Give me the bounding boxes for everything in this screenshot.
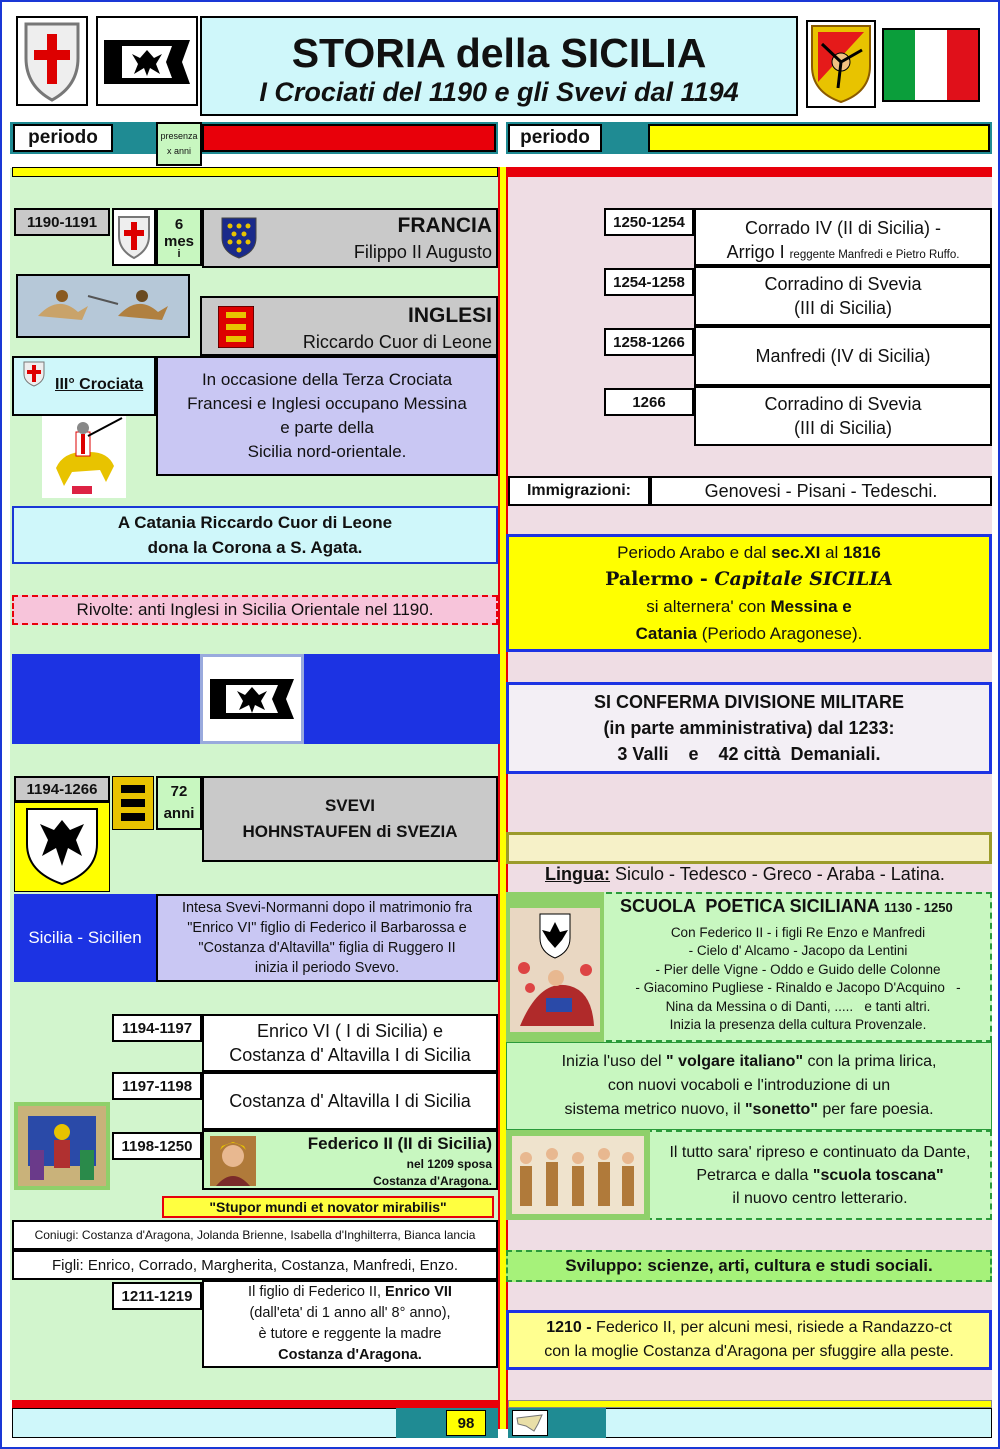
enrico6-years: 1194-1197 [112, 1014, 202, 1042]
francia-presence-2: mes [163, 233, 195, 250]
svevi-box [202, 776, 498, 862]
divisione-line-2: (in parte amministrativa) dal 1233: [603, 718, 895, 738]
swabian-flag-box [96, 16, 198, 106]
knight-illustration [42, 416, 126, 498]
corradino2-years: 1266 [604, 388, 694, 416]
swabian-eagle-flag-icon [98, 18, 196, 104]
manfredi-years: 1258-1266 [604, 328, 694, 356]
federico-name: Federico II (II di Sicilia) [307, 1134, 492, 1153]
federico-note-1: nel 1209 sposa [406, 1157, 492, 1171]
enrico6-box [202, 1014, 498, 1072]
inglesi-ruler: Riccardo Cuor di Leone [302, 332, 492, 352]
divisione-box [506, 682, 992, 774]
crusader-shield-icon [116, 214, 152, 260]
sicily-map-icon [514, 1412, 546, 1434]
coniugi-box: Coniugi: Costanza d'Aragona, Jolanda Brienne, Isabella d'Inghilterra, Bianca lancia [12, 1220, 498, 1250]
mounted-knight-icon [42, 416, 126, 498]
svevi-title-2: HOHNSTAUFEN di SVEZIA [242, 822, 458, 841]
svevi-title-1: SVEVI [324, 796, 376, 815]
left-period-red [202, 124, 496, 152]
svevi-years: 1194-1266 [14, 776, 110, 802]
crociata-line-1: In occasione della Terza Crociata [201, 370, 453, 389]
francia-presence-1: 6 [174, 216, 184, 233]
corradino1-line-2: (III di Sicilia) [793, 298, 892, 318]
court-scene-icon [14, 1102, 110, 1190]
volgare-line-3a: sistema metrico nuovo, il [564, 1101, 745, 1118]
enrico6-line-2: Costanza d' Altavilla I di Sicilia [229, 1045, 471, 1065]
divisione-line-1: SI CONFERMA DIVISIONE MILITARE [593, 692, 904, 712]
scuola-title-line [620, 896, 990, 917]
periodo-label-right: periodo [508, 124, 602, 152]
corrado-line-1: Corrado IV (II di Sicilia) - [744, 218, 942, 238]
scuola-years: 1130 - 1250 [884, 900, 953, 915]
intesa-line-2: "Enrico VI" figlio di Federico il Barbarossa e [187, 920, 467, 936]
italy-flag-box [882, 28, 980, 102]
enrico7-line-3: è tutore e reggente la madre [258, 1326, 442, 1342]
sicily-map-thumb[interactable] [512, 1410, 548, 1436]
france-fleur-de-lis-icon [220, 216, 258, 260]
volgare-line-3b: "sonetto" [744, 1101, 818, 1118]
catania-line-1: A Catania Riccardo Cuor di Leone [117, 513, 393, 532]
corrado-line-2 [696, 240, 990, 267]
palermo-line-1a: Periodo Arabo e dal [617, 543, 772, 562]
page-subtitle: I Crociati del 1190 e gli Svevi dal 1194 [259, 77, 739, 107]
footer-left-red [12, 1400, 498, 1408]
volgare-line-1 [562, 1050, 937, 1074]
volgare-line-1a: Inizia l'uso del [561, 1053, 667, 1070]
corradino2-line-2: (III di Sicilia) [793, 418, 892, 438]
palermo-line-2a: Palermo - [605, 568, 715, 590]
crociata-label: III° Crociata [55, 376, 144, 393]
italy-flag-icon [884, 30, 978, 100]
troubadour-manuscript-icon [510, 908, 600, 1032]
sviluppo-box: Sviluppo: scienze, arti, cultura e studi sociali. [506, 1250, 992, 1282]
palermo-line-2b: Capitale SICILIA [714, 568, 893, 590]
federico-illustration [14, 1102, 110, 1190]
palermo-line-3 [646, 593, 851, 620]
title-box [200, 16, 798, 116]
dante-line-3: il nuovo centro letterario. [732, 1189, 908, 1207]
randazzo-box [506, 1310, 992, 1370]
svevi-lions-box [112, 776, 154, 830]
left-top-yellow-bar [12, 167, 498, 177]
costanza-years: 1197-1198 [112, 1072, 202, 1100]
immigrazioni-value: Genovesi - Pisani - Tedeschi. [650, 476, 992, 506]
corradino1-box [694, 266, 992, 326]
trinacria-coat-icon [808, 22, 874, 106]
enrico6-line-1: Enrico VI ( I di Sicilia) e [256, 1021, 444, 1041]
inglesi-title: INGLESI [407, 304, 492, 327]
randazzo-line-1 [546, 1316, 952, 1340]
palermo-line-1d: 1816 [843, 543, 881, 562]
intesa-line-3: "Costanza d'Altavilla" figlia di Ruggero II [198, 940, 456, 956]
federico-note-2: Costanza d'Aragona. [373, 1174, 492, 1188]
dante-line-2b: "scuola toscana" [812, 1166, 944, 1184]
inglesi-box [200, 296, 498, 356]
scuola-line-3: - Pier delle Vigne - Oddo e Guido delle Colonne [655, 961, 941, 977]
randazzo-line-1a: 1210 - [546, 1319, 597, 1336]
lingua-label: Lingua: [545, 864, 611, 884]
corrado-box [694, 208, 992, 266]
crociata-line-2: Francesi e Inglesi occupano Messina [187, 394, 467, 413]
corradino1-line-1: Corradino di Svevia [764, 274, 922, 294]
francia-box [202, 208, 498, 268]
presenza-label [156, 122, 202, 166]
palermo-line-1 [617, 539, 881, 566]
palermo-box [506, 534, 992, 652]
templar-shield-icon [18, 18, 86, 104]
dante-line-1: Il tutto sara' ripreso e continuato da Dante, [669, 1143, 971, 1161]
enrico7-box [202, 1280, 498, 1368]
enrico7-line-2: (dall'eta' di 1 anno all' 8° anno), [249, 1305, 451, 1321]
england-lions-icon [218, 306, 254, 348]
trinacria-box [806, 20, 876, 108]
scuola-text [606, 924, 990, 1034]
palermo-line-4 [636, 620, 863, 647]
svevi-presence-2: anni [163, 805, 195, 822]
scuola-line-6: Inizia la presenza della cultura Provenzale. [669, 1017, 927, 1033]
federico-years: 1198-1250 [112, 1132, 202, 1160]
costanza-box: Costanza d' Altavilla I di Sicilia [202, 1072, 498, 1130]
intesa-line-4: inizia il periodo Svevo. [254, 960, 400, 976]
enrico7-line-4: Costanza d'Aragona. [278, 1347, 422, 1363]
battle-horsemen-icon [18, 276, 188, 336]
palermo-line-1c: al [820, 543, 844, 562]
scuola-line-5: Nina da Messina o di Danti, ..... e tanti altri. [665, 998, 931, 1014]
presenza-label-line2: x anni [166, 146, 192, 156]
scuola-line-2: - Cielo d' Alcamo - Jacopo da Lentini [688, 943, 908, 959]
francia-presence [156, 208, 202, 266]
federico-portrait-icon [210, 1136, 256, 1186]
federico-box [202, 1130, 498, 1190]
corradino1-years: 1254-1258 [604, 268, 694, 296]
page-title: STORIA della SICILIA [291, 30, 707, 76]
manuscript-figures-icon [512, 1136, 644, 1214]
intesa-box [156, 894, 498, 982]
crociata-label-box [12, 356, 156, 416]
right-period-yellow [648, 124, 990, 152]
stupor-mundi-box: "Stupor mundi et novator mirabilis" [162, 1196, 494, 1218]
enrico7-years: 1211-1219 [112, 1282, 202, 1310]
palermo-line-3a: si alternera' con [646, 597, 771, 616]
francia-presence-3: i [177, 248, 181, 260]
crociata-line-4: Sicilia nord-orientale. [247, 442, 407, 461]
volgare-box [506, 1042, 992, 1130]
lingua-value: Siculo - Tedesco - Greco - Araba - Latina. [610, 864, 945, 884]
palermo-line-3b: Messina e [770, 597, 852, 616]
corrado-line-2b: reggente Manfredi e Pietro Ruffo. [789, 249, 960, 261]
presenza-label-line1: presenza [160, 131, 198, 141]
right-top-red-bar [508, 167, 992, 177]
immigrazioni-label: Immigrazioni: [508, 476, 650, 506]
francia-ruler: Filippo II Augusto [353, 242, 492, 262]
swabian-banner-flag-icon [206, 661, 298, 737]
palermo-line-4b: (Periodo Aragonese). [697, 624, 863, 643]
volgare-line-2: con nuovi vocaboli e l'introduzione di un [607, 1077, 891, 1094]
dante-line-2a: Petrarca e dalla [696, 1166, 813, 1184]
center-divider [498, 167, 508, 1429]
randazzo-line-2: con la moglie Costanza d'Aragona per sfuggire alla peste. [544, 1343, 954, 1360]
intesa-line-1: Intesa Svevi-Normanni dopo il matrimonio fra [181, 900, 473, 916]
catania-box [12, 506, 498, 564]
corrado-line-2a: Arrigo I [726, 242, 790, 262]
catania-line-2: dona la Corona a S. Agata. [147, 538, 363, 557]
scuola-line-1: Con Federico II - i figli Re Enzo e Manfredi [670, 925, 926, 940]
periodo-label-left: periodo [13, 124, 113, 152]
figli-box: Figli: Enrico, Corrado, Margherita, Costanza, Manfredi, Enzo. [12, 1250, 498, 1280]
francia-title: FRANCIA [397, 214, 492, 237]
swabian-eagle-shield-icon [24, 806, 100, 886]
lingua-box [506, 832, 992, 884]
shield-logo-box [16, 16, 88, 106]
swabian-lions-icon [115, 779, 151, 827]
volgare-line-3 [564, 1098, 933, 1122]
enrico7-line-1a: Il figlio di Federico II, [248, 1284, 386, 1300]
volgare-line-1c: con la prima lirica, [803, 1053, 937, 1070]
palermo-line-2 [605, 566, 893, 593]
randazzo-line-1b: Federico II, per alcuni mesi, risiede a Randazzo-ct [596, 1319, 952, 1336]
enrico7-line-1b: Enrico VII [385, 1284, 452, 1300]
scuola-line-4: - Giacomino Pugliese - Rinaldo e Jacopo D'Acquino - [635, 980, 961, 996]
dante-line-2 [696, 1164, 943, 1187]
enrico7-line-1 [248, 1282, 452, 1303]
corrado-years: 1250-1254 [604, 208, 694, 236]
page-number: 98 [446, 1410, 486, 1436]
corradino2-box [694, 386, 992, 446]
battle-illustration [16, 274, 190, 338]
sicilia-label-box: Sicilia - Sicilien [14, 894, 156, 982]
volgare-line-3c: per fare poesia. [817, 1101, 934, 1118]
divisione-line-3: 3 Valli e 42 città Demaniali. [617, 744, 881, 764]
scuola-title: SCUOLA POETICA SICILIANA [620, 896, 880, 916]
crociata-text-box [156, 356, 498, 476]
francia-years: 1190-1191 [14, 208, 110, 236]
palermo-line-1b: sec.XI [771, 543, 821, 562]
manfredi-box: Manfredi (IV di Sicilia) [694, 326, 992, 386]
palermo-line-4a: Catania [635, 624, 698, 643]
rivolte-box: Rivolte: anti Inglesi in Sicilia Orientale nel 1190. [12, 595, 498, 625]
svevi-presence [156, 776, 202, 830]
dante-text [650, 1132, 990, 1218]
svevi-presence-1: 72 [170, 783, 188, 800]
corradino2-line-1: Corradino di Svevia [764, 394, 922, 414]
small-crusader-shield-icon [22, 360, 46, 388]
footer-right-yellow [508, 1400, 992, 1408]
crociata-line-3: e parte della [280, 418, 374, 437]
banner-flag-box [200, 654, 304, 744]
francia-shield-box [112, 208, 156, 266]
volgare-line-1b: " volgare italiano" [666, 1053, 804, 1070]
